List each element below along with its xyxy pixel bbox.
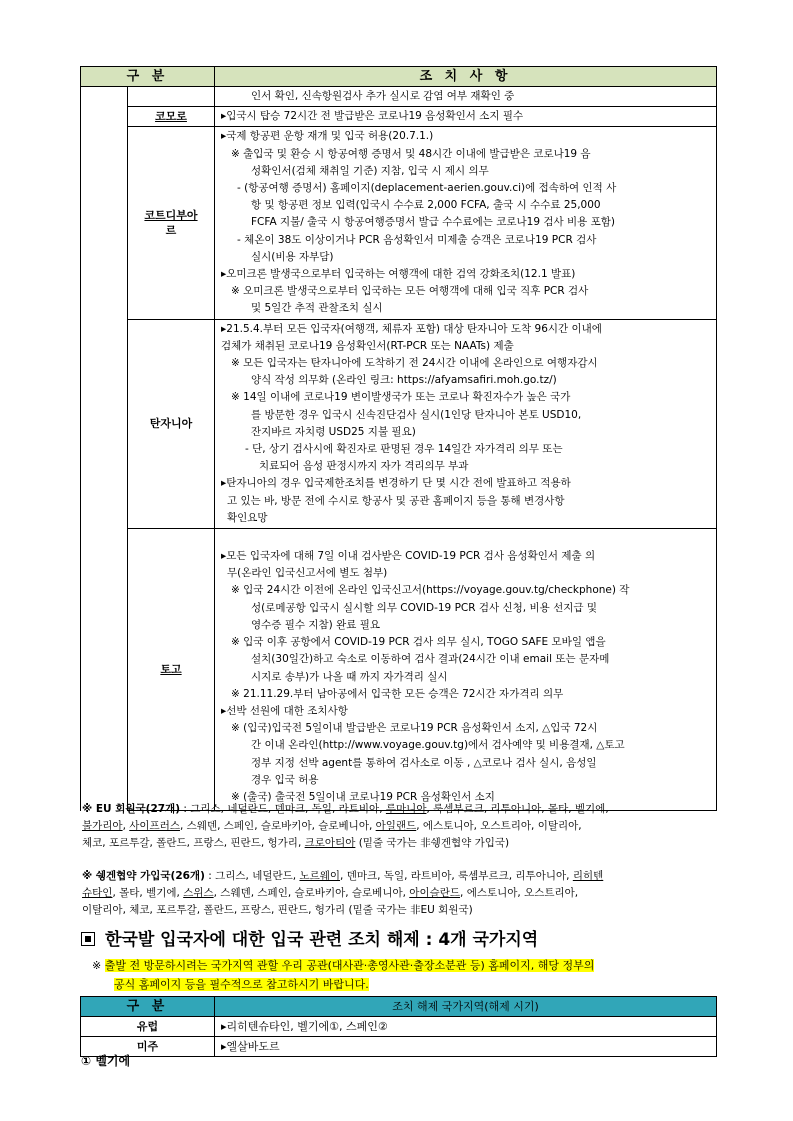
list-item: 성확인서(검체 채취일 기준) 지참, 입국 시 제시 의무 <box>251 164 489 177</box>
table-row-togo <box>81 529 717 811</box>
list-item: 검체가 채취된 코로나19 음성확인서(RT-PCR 또는 NAATs) 제출 <box>221 339 514 352</box>
list-item: 치료되어 음성 판정시까지 자가 격리의무 부과 <box>259 460 469 473</box>
list-item: 설치(30일간)하고 숙소로 이동하여 검사 결과(24시간 이내 email 또는 문자메 <box>251 653 610 666</box>
tanzania-measures <box>215 319 717 528</box>
list-item: 경우 입국 허용 <box>251 773 319 786</box>
country-cote-divoire: 코트디부아 르 <box>128 127 215 319</box>
region-countries: ▸리히텐슈타인, 벨기에①, 스페인② <box>215 1017 717 1037</box>
list-item: ▸오미크론 발생국으로부터 입국하는 여행객에 대한 검역 강화조치(12.1 발표) <box>221 268 576 281</box>
list-item: 양식 작성 의무화 (온라인 링크: https://afyamsafiri.moh.go.tz/) <box>251 374 557 387</box>
table-header-row <box>81 997 717 1017</box>
eu-members-note: ※ EU 회원국(27개) : 그리스, 네덜란드, 덴마크, 독일, 라트비아, 루마니아, 룩셈부르크, 리투아니아, 몰타, 벨기에, <box>82 803 609 815</box>
list-item: 확인요망 <box>227 511 268 524</box>
list-item: FCFA 지불/ 출국 시 항공여행증명서 발급 수수료에는 코로나19 검사 비용 포함) <box>251 216 616 229</box>
section-title: 한국발 입국자에 대한 입국 관련 조치 해제 : 4개 국가지역 <box>81 925 538 950</box>
table-row <box>81 1017 717 1037</box>
list-item: ※ 오미크론 발생국으로부터 입국하는 모든 여행객에 대해 입국 직후 PCR 검사 <box>231 285 589 298</box>
list-item: ※ 모든 입국자는 탄자니아에 도착하기 전 24시간 이내에 온라인으로 여행자감시 <box>231 357 598 370</box>
table-row-cote-divoire <box>81 127 717 319</box>
list-item: ▸21.5.4.부터 모든 입국자(여행객, 체류자 포함) 대상 탄자니아 도착 96시간 이내에 <box>221 322 602 335</box>
list-item: ※ (입국)입국전 5일이내 발급받은 코로나19 PCR 음성확인서 소지, △입국 72시 <box>231 722 598 735</box>
region-cell <box>81 87 128 811</box>
list-item: ※ 출입국 및 환승 시 항공여행 증명서 및 48시간 이내에 발급받은 코로나19 음 <box>231 147 591 160</box>
list-item: 실시(비용 자부담) <box>251 250 334 263</box>
country-group-notes: ※ EU 회원국(27개) : 그리스, 네덜란드, 덴마크, 독일, 라트비아, 루마니아, 룩셈부르크, 리투아니아, 몰타, 벨기에, 불가리아, 사이프러스, 스웨덴, 스페인, 슬로바키아, 슬로베니아, 아일랜드, 에스토니아, 오스트리아, 이탈리아, 체코, 포르투갈, 폴란드, 프랑스, 핀란드, 헝가리, 크로아티아 (밑줄 국가는 非쉥겐협약 가입국) ※ 쉥겐협약 가입국(26개) : 그리스, 네덜란드, 노르웨이, 덴마크, 독일, 라트비아, 룩셈부르크, 리투아니아, 리히텐 슈타인, 몰타, 벨기에, 스위스, 스웨덴, 스페인, 슬로바키아, 슬로베니아, 아이슬란드, 에스토니아, 오스트리아, 이탈리아, 체코, 포르투갈, 폴란드, 프랑스, 핀란드, 헝가리 (밑줄 국가는 非EU 회원국) <box>82 801 722 919</box>
region-countries: ▸엘살바도르 <box>215 1037 717 1057</box>
list-item: 무(온라인 입국신고서에 별도 첨부) <box>227 567 388 580</box>
list-item: 를 방문한 경우 입국시 신속진단검사 실시(1인당 탄자니아 본토 USD10, <box>251 408 582 421</box>
table-row-tanzania <box>81 319 717 528</box>
cote-divoire-measures <box>215 127 717 319</box>
list-item: ▸탄자니아의 경우 입국제한조치를 변경하기 단 몇 시간 전에 발표하고 적용하 <box>221 477 571 490</box>
list-item: ※ 21.11.29.부터 남아공에서 입국한 모든 승객은 72시간 자가격리 의무 <box>231 687 564 700</box>
table-row-continuation <box>81 87 717 107</box>
footnote-heading: ① 벨기에 <box>81 1054 131 1068</box>
table-row-comoros <box>81 107 717 127</box>
comoros-measures <box>215 107 717 127</box>
table-header-row <box>81 67 717 87</box>
list-item: 시지로 송부)가 나올 때 까지 자가격리 실시 <box>251 670 448 683</box>
country-togo: 토고 <box>128 529 215 811</box>
list-item: 항 및 항공편 정보 입력(입국시 수수료 2,000 FCFA, 출국 시 수수료 25,000 <box>251 199 601 212</box>
region-label: 미주 <box>81 1037 215 1057</box>
list-item: 영수증 필수 지참) 완료 필요 <box>251 618 381 631</box>
list-item: 성(로메공항 입국시 실시할 의무 COVID-19 PCR 검사 신청, 비용 선지급 및 <box>251 601 597 614</box>
list-item: ▸국제 항공편 운항 재개 및 입국 허용(20.7.1.) <box>221 130 434 143</box>
list-item: ※ 입국 24시간 이전에 온라인 입국신고서(https://voyage.gouv.tg/checkphone) 작 <box>231 584 630 597</box>
header-lifted-countries: 조치 해제 국가지역(해제 시기) <box>215 997 717 1017</box>
togo-measures <box>215 529 717 811</box>
header-measures: 조 치 사 항 <box>215 67 717 87</box>
list-item: 간 이내 온라인(http://www.voyage.gouv.tg)에서 검사예약 및 비용결재, △토고 <box>251 739 625 752</box>
continuation-measures <box>215 87 717 107</box>
table-row <box>81 1037 717 1057</box>
lifted-measures-table <box>80 996 717 1057</box>
region-label: 유럽 <box>81 1017 215 1037</box>
header-category: 구 분 <box>81 67 215 87</box>
continuation-line: 인서 확인, 신속항원검사 추가 실시로 감염 여부 재확인 중 <box>251 90 515 102</box>
schengen-members-note: ※ 쉥겐협약 가입국(26개) : 그리스, 네덜란드, 노르웨이, 덴마크, 독일, 라트비아, 룩셈부르크, 리투아니아, 리히텐 <box>82 870 604 882</box>
list-item: 및 5일간 추적 관찰조치 실시 <box>251 302 383 315</box>
list-item: - (항공여행 증명서) 홈페이지(deplacement-aerien.gouv.ci)에 접속하여 인적 사 <box>237 182 617 195</box>
list-item: ▸입국시 탑승 72시간 전 발급받은 코로나19 음성확인서 소지 필수 <box>221 110 524 123</box>
list-item: - 단, 상기 검사시에 확진자로 판명된 경우 14일간 자가격리 의무 또는 <box>245 443 563 456</box>
list-item: ※ 입국 이후 공항에서 COVID-19 PCR 검사 의무 실시, TOGO SAFE 모바일 앱을 <box>231 636 606 649</box>
list-item: 잔지바르 자치령 USD25 지불 필요) <box>251 425 416 438</box>
continuation-name-cell <box>128 87 215 107</box>
list-item: - 체온이 38도 이상이거나 PCR 음성확인서 미제출 승객은 코로나19 PCR 검사 <box>237 233 597 246</box>
entry-measures-table <box>80 66 717 811</box>
list-item: ▸모든 입국자에 대해 7일 이내 검사받은 COVID-19 PCR 검사 음성확인서 제출 의 <box>221 550 596 563</box>
list-item: ※ 14일 이내에 코로나19 변이발생국가 또는 코로나 확진자수가 높은 국가 <box>231 391 571 404</box>
list-item: ※ (출국) 출국전 5일이내 코로나19 PCR 음성확인서 소지 <box>231 790 495 803</box>
advice-note: ※ 출발 전 방문하시려는 국가지역 관할 우리 공관(대사관·총영사관·출장소분관 등) 홈페이지, 해당 정부의 공식 홈페이지 등을 필수적으로 참고하시기 바랍니다. <box>92 959 595 991</box>
country-comoros: 코모로 <box>128 107 215 127</box>
header-category: 구 분 <box>81 997 215 1017</box>
list-item: 정부 지정 선박 agent를 통하여 검사소로 이동 , △코로나 검사 실시, 음성일 <box>251 756 597 769</box>
country-tanzania: 탄자니아 <box>128 319 215 528</box>
square-bullet-icon <box>81 932 95 946</box>
list-item: 고 있는 바, 방문 전에 수시로 항공사 및 공관 홈페이지 등을 통해 변경사항 <box>227 494 565 507</box>
list-item: ▸선박 선원에 대한 조치사항 <box>221 704 348 717</box>
